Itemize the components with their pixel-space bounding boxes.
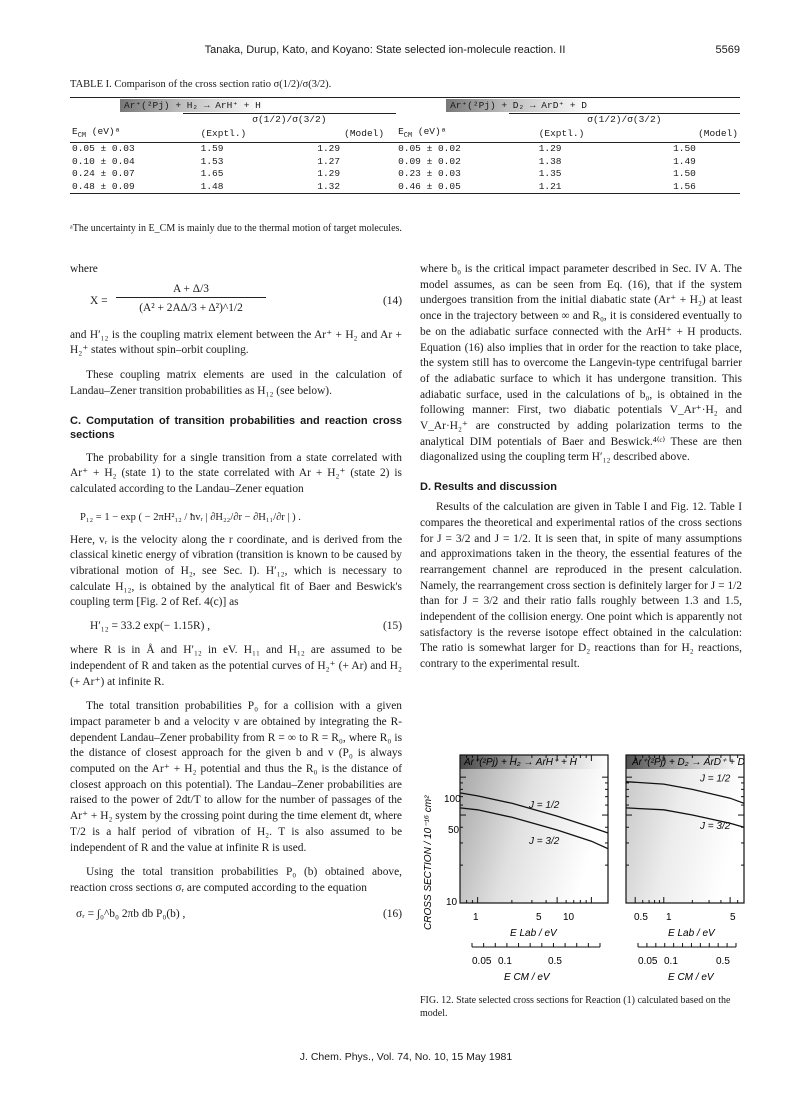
- left-column: [70, 262, 402, 927]
- col-ecm-left: $E_{CM}$ (eV)ᵃ: [70, 126, 183, 143]
- right-panel-title: Ar⁺(²Pj) + D₂ → ArD⁺ + D: [632, 757, 745, 768]
- table-row: 0.05 ± 0.03 1.59 1.29 0.05 ± 0.02 1.29 1.50: [72, 143, 696, 155]
- right-ratio-label: σ(1/2)/σ(3/2): [509, 113, 740, 126]
- section-heading-c: C. Computation of transition probabilities and reaction cross sections: [70, 414, 402, 441]
- paragraph: and H′₁₂ is the coupling matrix element between the Ar⁺ + H₂ and Ar + H₂⁺ states without spin–orbit coupling.: [70, 328, 402, 357]
- left-elab-tick: 10: [563, 912, 575, 923]
- left-reaction: Ar⁺(²Pj) + H₂ → ArH⁺ + H: [120, 99, 265, 112]
- series-label-j32: J = 3/2: [700, 821, 731, 833]
- table-row: 0.10 ± 0.04 1.53 1.27 0.09 ± 0.02 1.38 1.49: [72, 155, 696, 167]
- right-elab-tick: 1: [666, 912, 672, 923]
- paragraph: Here, vᵣ is the velocity along the r coordinate, and is derived from the classical kinetic energy of vibration (transition is known to be caused by vibrational motion of H₂, see Sec. I). H′₁₂, which is necessary to calculate H₁₂, is obtained by the analytical fit of Baer and Beswick's coupling term [Fig. 2 of Ref. 4(c)] as: [70, 533, 402, 609]
- table-1: [70, 97, 740, 194]
- paragraph: The probability for a single transition from a state correlated with Ar⁺ + H₂ (state 1) to the state correlated with Ar + H₂⁺ (state 2) is calculated according to the Landau–Zener equation: [70, 451, 402, 495]
- right-ecm-label: E CM / eV: [668, 972, 714, 983]
- table-caption: TABLE I. Comparison of the cross section ratio σ(1/2)/σ(3/2).: [70, 79, 332, 90]
- table-row: 0.48 ± 0.09 1.48 1.32 0.46 ± 0.05 1.21 1.56: [70, 181, 740, 194]
- y-axis-label: CROSS SECTION / 10⁻¹⁶ cm²: [423, 795, 434, 930]
- table-footnote: ᵃThe uncertainty in E_CM is mainly due to the thermal motion of target molecules.: [70, 223, 402, 234]
- page-number: 5569: [715, 44, 740, 56]
- running-title: Tanaka, Durup, Kato, and Koyano: State selected ion-molecule reaction. II: [204, 44, 566, 56]
- right-elab-label: E Lab / eV: [668, 928, 715, 939]
- col-exptl-right: (Exptl.): [509, 126, 645, 143]
- where-text: where: [70, 263, 98, 275]
- left-ecm-label: E CM / eV: [504, 972, 550, 983]
- figure-12: [418, 745, 748, 995]
- col-model-right: (Model): [645, 126, 740, 143]
- left-ratio-label: σ(1/2)/σ(3/2): [183, 113, 396, 126]
- y-tick-100: 100: [444, 794, 461, 805]
- equation-landau-zener: P₁₂ = 1 − exp ( − 2πH²₁₂ / ħvᵣ | ∂H₂₂/∂r − ∂H₁₁/∂r | ) .: [80, 511, 301, 523]
- left-ecm-tick: 0.1: [498, 956, 512, 967]
- col-model-left: (Model): [295, 126, 396, 143]
- panel-shading: [460, 755, 608, 903]
- series-label-j32: J = 3/2: [529, 836, 560, 848]
- right-ecm-tick: 0.05: [638, 956, 658, 967]
- table-row: 0.24 ± 0.07 1.65 1.29 0.23 ± 0.03 1.35 1.50: [72, 168, 696, 180]
- left-elab-label: E Lab / eV: [510, 928, 557, 939]
- paragraph: where b₀ is the critical impact parameter described in Sec. IV A. The model assumes, as can be seen from Eq. (16), that if the system undergoes transition from the initial diabatic state (Ar⁺ + H₂) at least once in the trajectory between ∞ and R₀, it is considered eventually to be on the adiabatic surface connected with the ArH⁺ + H products. Equation (16) also implies that in order for the reaction to take place, the system still has to overcome the Langevin-type centrifugal barrier of the adiabatic surface to which it has undergone transition. This adiabatic surface, used in the calculations of b₀, is obtained in the following manner: First, two diabatic potentials V_Ar⁺·H₂ and V_Ar·H₂⁺ are constructed by adding polarization terms to the analytical DIM potentials of Baer and Beswick.⁴⁽ᶜ⁾ These are then diagonalized using the coupling term H′₁₂ described above.: [420, 263, 742, 464]
- series-label-j12: J = 1/2: [529, 800, 560, 812]
- journal-footer: J. Chem. Phys., Vol. 74, No. 10, 15 May 1981: [299, 1051, 513, 1063]
- y-tick-50: 50: [448, 825, 460, 836]
- paragraph: where R is in Å and H′₁₂ in eV. H₁₁ and H₁₂ are assumed to be independent of R and taken as the potential curves of H₂⁺ (+ Ar) and H₂ (+ Ar⁺) at infinite R.: [70, 644, 402, 688]
- right-ecm-tick: 0.1: [664, 956, 678, 967]
- y-tick-10: 10: [446, 897, 458, 908]
- paragraph: Using the total transition probabilities P₀ (b) obtained above, reaction cross sections σᵣ are computed according to the equation: [70, 866, 402, 894]
- left-ecm-tick: 0.5: [548, 956, 562, 967]
- col-exptl-left: (Exptl.): [183, 126, 296, 143]
- paragraph: Results of the calculation are given in Table I and Fig. 12. Table I compares the theoretical and experimental ratios of the cross sections for J = 3/2 and J = 1/2. It is seen that, in spite of many assumptions and approximations taken in the theory, the essential features of the rearrangement channel are reproduced in the present calculation. Namely, the rearrangement cross section is definitely larger for J = 1/2 than for J = 3/2 and their ratio falls roughly between 1.3 and 1.5, independent of the collision energy. One point which is apparently not satisfactory is the reverse isotope effect obtained in the calculation: The ratio is somewhat larger for D₂ reactions than for H₂ reactions, contrary to the experimental result.: [420, 501, 742, 671]
- section-heading-d: D. Results and discussion: [420, 481, 557, 494]
- paragraph: The total transition probabilities P₀ for a collision with a given impact parameter b and a velocity v are obtained by integrating the R-dependent Landau–Zener probability from R = ∞ to R = R₀, where R₀ is the distance of closest approach for the given b and v (P₀ is always computed on the Ar⁺ + H₂ potential and thus the R₀ is the distance of closest approach on this potential). The Landau–Zener probabilities are raised to the power of 2dt/T to allow for the number of passages of the Ar⁺ + H₂ system by the crossing point during the time element dt, where T/2 is a half period of vibration of H₂. T is also assumed to be independent of R and the value at infinite R is used.: [70, 700, 402, 854]
- left-elab-tick: 1: [473, 912, 479, 923]
- left-ecm-tick: 0.05: [472, 956, 492, 967]
- right-column: [420, 262, 742, 673]
- equation-15: H′₁₂ = 33.2 exp(− 1.15R) , (15): [90, 620, 402, 633]
- figure-caption: FIG. 12. State selected cross sections for Reaction (1) calculated based on the model.: [420, 995, 731, 1019]
- equation-16: σᵣ = ∫₀^b₀ 2πb db P₀(b) , (16): [76, 907, 402, 920]
- col-ecm-right: $E_{CM}$ (eV)ᵃ: [396, 126, 509, 143]
- right-elab-tick: 0.5: [634, 912, 648, 923]
- right-ecm-tick: 0.5: [716, 956, 730, 967]
- paragraph: These coupling matrix elements are used in the calculation of Landau–Zener transition probabilities as H₁₂ (see below).: [70, 369, 402, 397]
- right-elab-tick: 5: [730, 912, 736, 923]
- series-label-j12: J = 1/2: [700, 773, 731, 785]
- left-panel-title: Ar⁺(²Pj) + H₂ → ArH⁺ + H: [464, 757, 577, 768]
- left-elab-tick: 5: [536, 912, 542, 923]
- equation-14: X = A + Δ/3 (A² + 2AΔ/3 + Δ²)^1/2 (14): [90, 282, 402, 314]
- right-reaction: Ar⁺(²Pj) + D₂ → ArD⁺ + D: [446, 99, 591, 112]
